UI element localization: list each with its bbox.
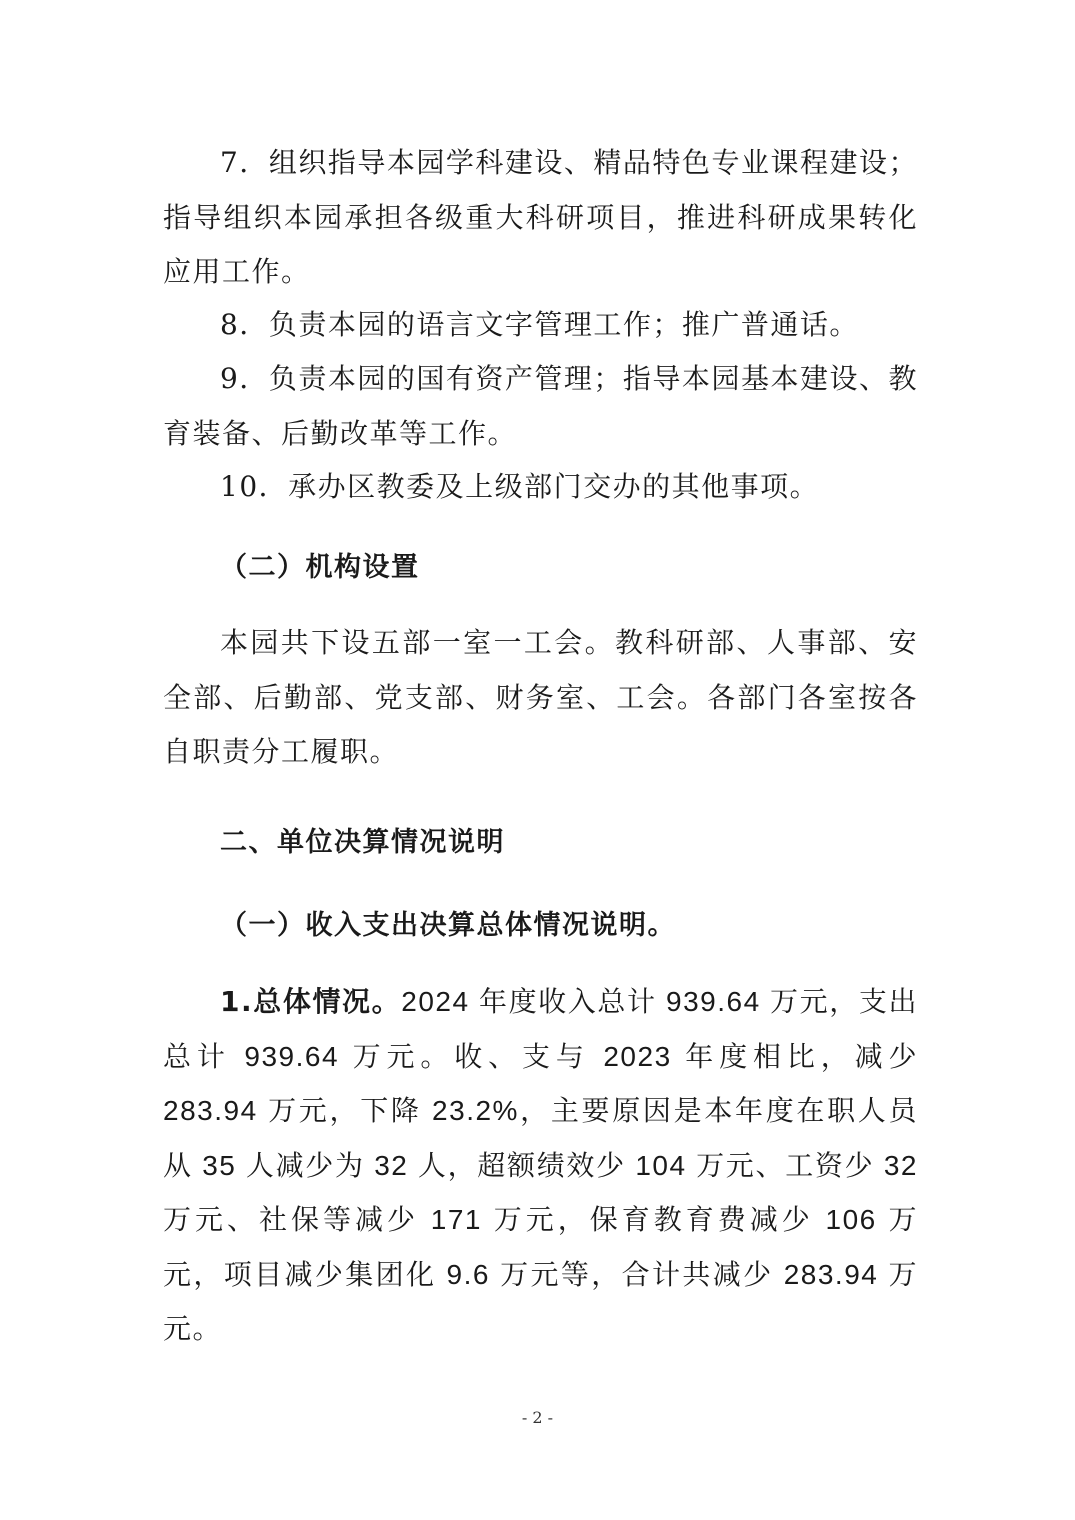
overall-situation-lead: 1.总体情况。 (220, 985, 402, 1018)
duty-item-9: 9．负责本园的国有资产管理；指导本园基本建设、教育装备、后勤改革等工作。 (163, 362, 918, 450)
overall-situation-body: 2024 年度收入总计 939.64 万元，支出总计 939.64 万元。收、支与 2023 年度相比，减少 283.94 万元，下降 23.2%，主要原因是本年度在职人员从 35 人减少为 32 人，超额绩效少 104 万元、工资少 32 万元、社保等减少 171 万元，保育教育费减少 106 万元，项目减少集团化 9.6 万元等，合计共减少 283.94 万元。 (163, 986, 918, 1344)
duty-item-7: 7．组织指导本园学科建设、精品特色专业课程建设；指导组织本园承担各级重大科研项目，推进科研成果转化应用工作。 (163, 146, 918, 288)
section-2-heading: 二、单位决算情况说明 (220, 827, 505, 858)
org-structure-heading: （二）机构设置 (220, 552, 420, 583)
duty-item-10: 10．承办区教委及上级部门交办的其他事项。 (220, 470, 820, 503)
org-structure-body: 本园共下设五部一室一工会。教科研部、人事部、安全部、后勤部、党支部、财务室、工会。各部门各室按各自职责分工履职。 (163, 626, 918, 768)
page-number: - 2 - (521, 1408, 554, 1427)
overall-situation-paragraph (163, 975, 918, 1357)
duty-item-8: 8．负责本园的语言文字管理工作；推广普通话。 (220, 308, 859, 341)
income-expense-heading: （一）收入支出决算总体情况说明。 (220, 910, 676, 941)
